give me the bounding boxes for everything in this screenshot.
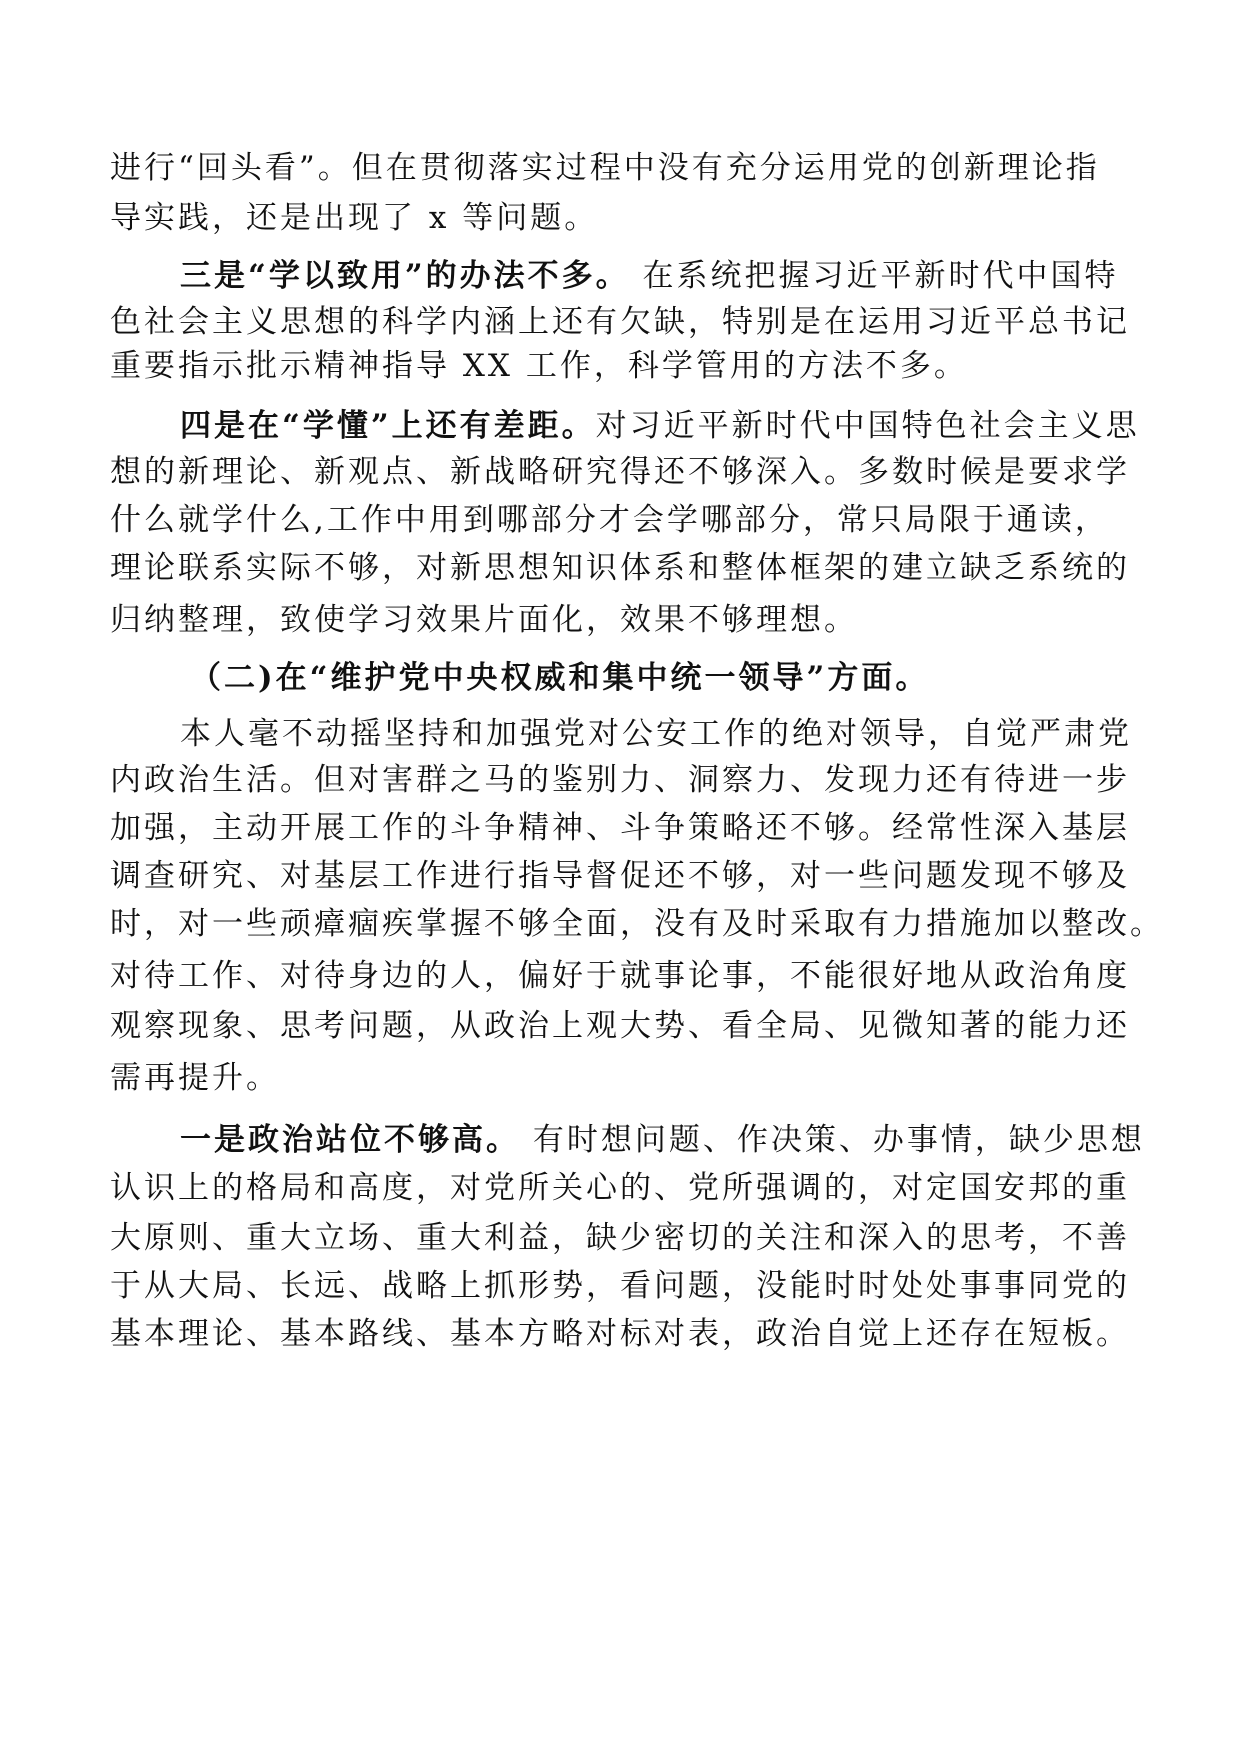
body-text-line: 色社会主义思想的科学内涵上还有欠缺，特别是在运用习近平总书记	[110, 304, 1130, 340]
body-text-line: 想的新理论、新观点、新战略研究得还不够深入。多数时候是要求学	[110, 454, 1130, 490]
body-text-line: 对待工作、对待身边的人，偏好于就事论事，不能很好地从政治角度	[110, 958, 1130, 994]
body-text: 在系统把握习近平新时代中国特	[629, 258, 1119, 294]
body-text: 对习近平新时代中国特色社会主义思	[595, 408, 1140, 444]
body-text-line: 时，对一些顽瘴痼疾掌握不够全面，没有及时采取有力措施加以整改。	[110, 906, 1164, 942]
body-text-line: 需再提升。	[110, 1060, 280, 1096]
body-text-line: 加强，主动开展工作的斗争精神、斗争策略还不够。经常性深入基层	[110, 810, 1130, 846]
body-text-line: 什么就学什么,工作中用到哪部分才会学哪部分，常只局限于通读，	[110, 502, 1109, 538]
paragraph-heading: 一是政治站位不够高。	[180, 1122, 520, 1158]
body-text-line: 大原则、重大立场、重大利益，缺少密切的关注和深入的思考，不善	[110, 1220, 1130, 1256]
body-text-line: 进行“回头看”。但在贯彻落实过程中没有充分运用党的创新理论指	[110, 150, 1100, 186]
paragraph-heading: 四是在“学懂”上还有差距。	[180, 408, 596, 444]
paragraph-heading-line	[180, 406, 1140, 446]
paragraph-heading-line	[180, 256, 1119, 296]
body-text-line: 调查研究、对基层工作进行指导督促还不够，对一些问题发现不够及	[110, 858, 1130, 894]
section-title: （二)在“维护党中央权威和集中统一领导”方面。	[190, 660, 930, 696]
body-text-line: 理论联系实际不够，对新思想知识体系和整体框架的建立缺乏系统的	[110, 550, 1130, 586]
paragraph-heading-line	[180, 1120, 1145, 1160]
body-text-line: 基本理论、基本路线、基本方略对标对表，政治自觉上还存在短板。	[110, 1316, 1130, 1352]
body-text-line: 导实践，还是出现了 x 等问题。	[110, 200, 599, 236]
body-text-line: 重要指示批示精神指导 XX 工作，科学管用的方法不多。	[110, 348, 968, 384]
body-text-line: 内政治生活。但对害群之马的鉴别力、洞察力、发现力还有待进一步	[110, 762, 1130, 798]
body-text-line: 观察现象、思考问题，从政治上观大势、看全局、见微知著的能力还	[110, 1008, 1130, 1044]
body-text-line: 于从大局、长远、战略上抓形势，看问题，没能时时处处事事同党的	[110, 1268, 1130, 1304]
body-text-line: 归纳整理，致使学习效果片面化，效果不够理想。	[110, 602, 858, 638]
body-text: 有时想问题、作决策、办事情，缺少思想	[520, 1122, 1145, 1158]
body-text-line: 认识上的格局和高度，对党所关心的、党所强调的，对定国安邦的重	[110, 1170, 1130, 1206]
body-text-line: 本人毫不动摇坚持和加强党对公安工作的绝对领导，自觉严肃党	[180, 716, 1132, 752]
paragraph-heading: 三是“学以致用”的办法不多。	[180, 258, 630, 294]
